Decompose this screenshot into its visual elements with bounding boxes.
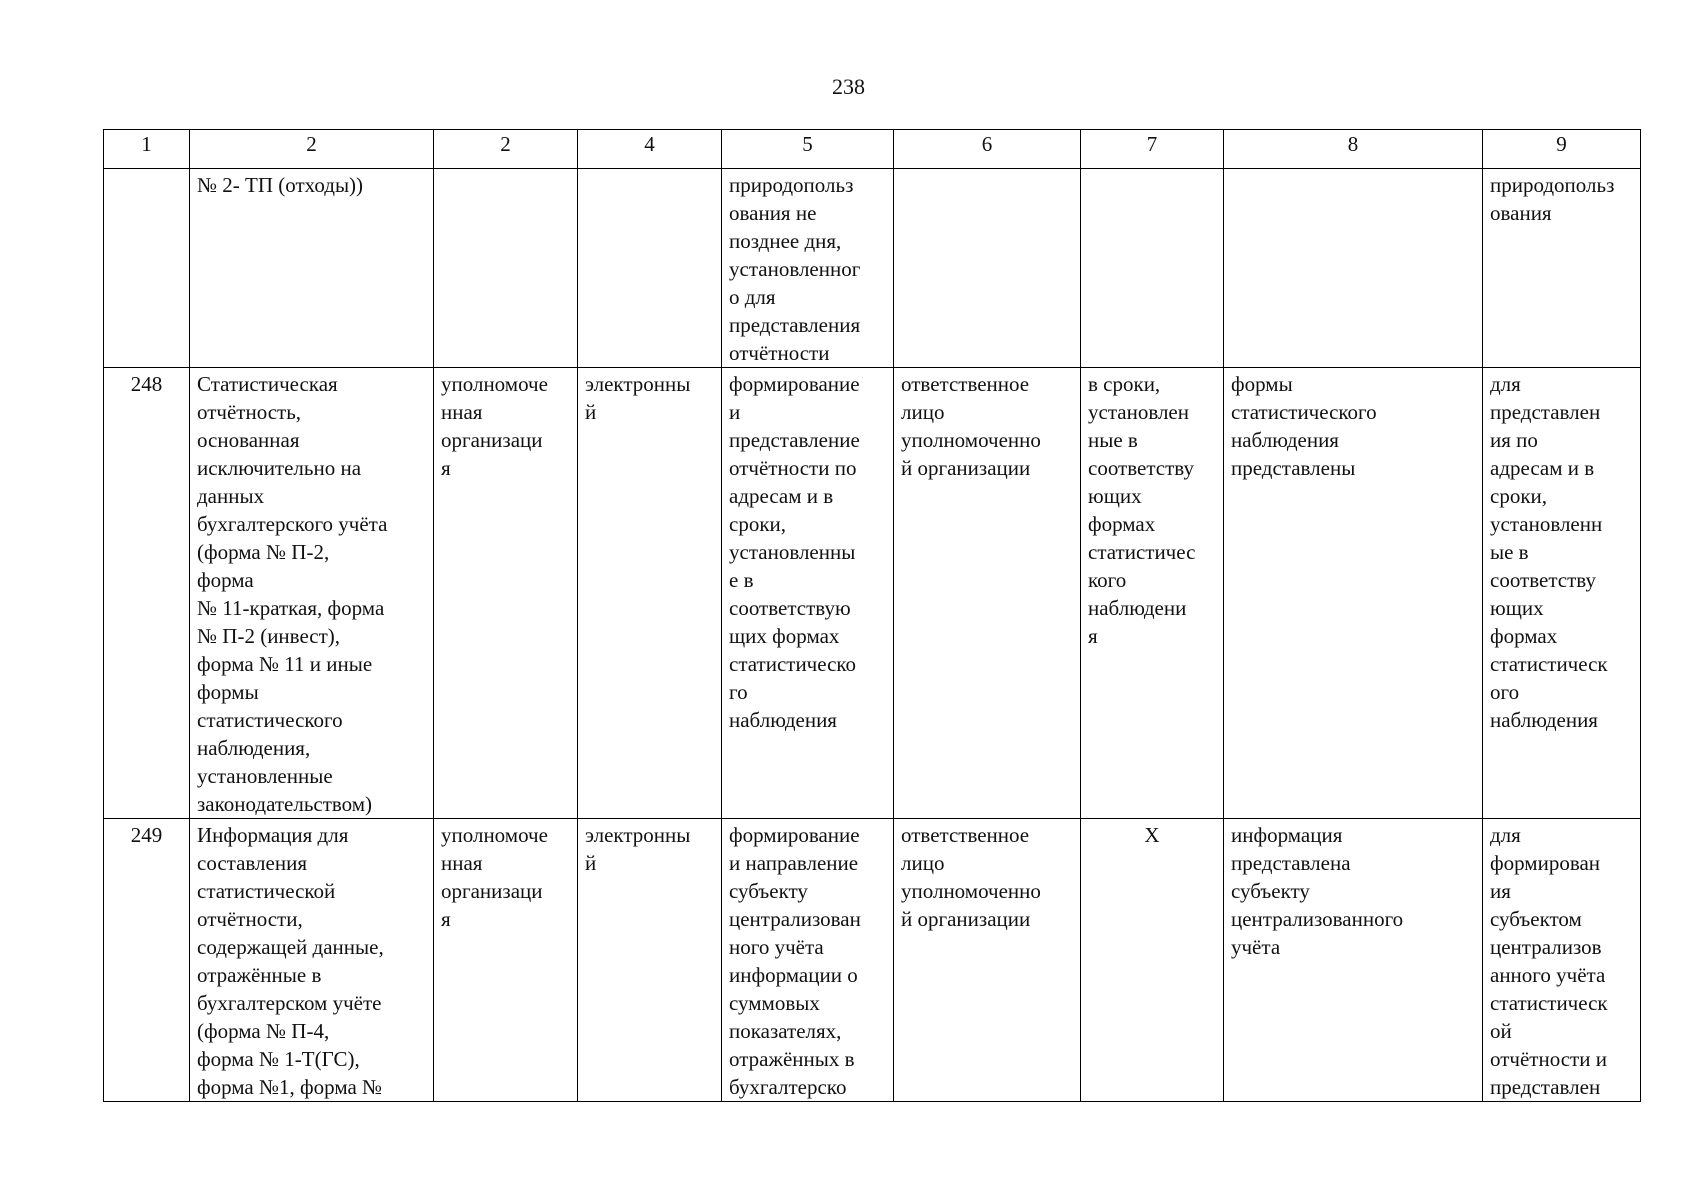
row-number: 249 bbox=[130, 823, 163, 847]
data-cell bbox=[894, 819, 1081, 1102]
data-cell bbox=[578, 819, 722, 1102]
data-cell bbox=[1224, 819, 1483, 1102]
row-number-cell bbox=[104, 169, 190, 368]
row-number: 248 bbox=[130, 372, 163, 396]
cell-text: формирование и направление субъекту централизован ного учёта информации о суммовых показателях, отражённых в бухгалтерско bbox=[729, 823, 861, 1099]
column-header: 6 bbox=[894, 130, 1081, 169]
table-header-row bbox=[104, 130, 1641, 169]
cell-text: № 2- ТП (отходы)) bbox=[197, 173, 364, 197]
column-header: 4 bbox=[578, 130, 722, 169]
row-number-cell bbox=[104, 368, 190, 819]
cell-text: в сроки, установлен ные в соответству ющих формах статистичес кого наблюдени я bbox=[1088, 372, 1196, 648]
cell-text: информация представлена субъекту централизованного учёта bbox=[1231, 823, 1404, 959]
data-cell bbox=[434, 169, 578, 368]
data-cell bbox=[578, 169, 722, 368]
data-cell bbox=[1224, 368, 1483, 819]
data-cell bbox=[1081, 169, 1224, 368]
cell-text: электронны й bbox=[585, 823, 691, 875]
data-cell bbox=[894, 368, 1081, 819]
cell-text: для формирован ия субъектом централизов анного учёта статистическ ой отчётности и представлен bbox=[1490, 823, 1608, 1099]
data-cell bbox=[190, 368, 434, 819]
cell-text: уполномоче нная организаци я bbox=[441, 823, 548, 931]
cell-text: Х bbox=[1144, 823, 1160, 847]
column-header: 5 bbox=[722, 130, 894, 169]
cell-text: ответственное лицо уполномоченно й организации bbox=[901, 823, 1041, 931]
row-number-cell bbox=[104, 819, 190, 1102]
data-cell bbox=[722, 819, 894, 1102]
column-header: 8 bbox=[1224, 130, 1483, 169]
data-cell bbox=[434, 819, 578, 1102]
column-header: 2 bbox=[434, 130, 578, 169]
cell-text: для представлен ия по адресам и в сроки, установленн ые в соответству ющих формах статистическ ого наблюдения bbox=[1490, 372, 1608, 732]
data-cell bbox=[1483, 819, 1641, 1102]
table-row bbox=[104, 368, 1641, 819]
table-row bbox=[104, 169, 1641, 368]
data-cell bbox=[722, 368, 894, 819]
column-header: 7 bbox=[1081, 130, 1224, 169]
cell-text: уполномоче нная организаци я bbox=[441, 372, 548, 480]
cell-text: электронны й bbox=[585, 372, 691, 424]
data-cell bbox=[1081, 368, 1224, 819]
cell-text: формы статистического наблюдения представлены bbox=[1231, 372, 1377, 480]
data-cell bbox=[894, 169, 1081, 368]
page-number: 238 bbox=[832, 74, 865, 99]
data-cell bbox=[190, 169, 434, 368]
data-cell bbox=[578, 368, 722, 819]
cell-text: природопольз ования не позднее дня, установленног о для представления отчётности bbox=[729, 173, 861, 365]
cell-text: Информация для составления статистической отчётности, содержащей данные, отражённые в бухгалтерском учёте (форма № П-4, форма № 1-Т(ГС), форма №1, форма № bbox=[197, 823, 384, 1099]
table-row bbox=[104, 819, 1641, 1102]
cell-text: формирование и представление отчётности по адресам и в сроки, установленны е в соответствую щих формах статистическо го наблюдения bbox=[729, 372, 860, 732]
data-cell bbox=[1224, 169, 1483, 368]
cell-text: природопольз ования bbox=[1490, 173, 1615, 225]
cell-text: ответственное лицо уполномоченно й организации bbox=[901, 372, 1041, 480]
data-cell bbox=[1483, 368, 1641, 819]
data-cell bbox=[190, 819, 434, 1102]
column-header: 9 bbox=[1483, 130, 1641, 169]
data-cell bbox=[722, 169, 894, 368]
data-cell bbox=[1483, 169, 1641, 368]
data-cell bbox=[1081, 819, 1224, 1102]
column-header: 2 bbox=[190, 130, 434, 169]
document-table bbox=[103, 129, 1641, 1102]
column-header: 1 bbox=[104, 130, 190, 169]
cell-text: Статистическая отчётность, основанная исключительно на данных бухгалтерского учёта (форма № П-2, форма № 11-краткая, форма № П-2 (инвест), форма № 11 и иные формы статистического наблюдения, установленные законодательством) bbox=[197, 372, 388, 816]
data-cell bbox=[434, 368, 578, 819]
